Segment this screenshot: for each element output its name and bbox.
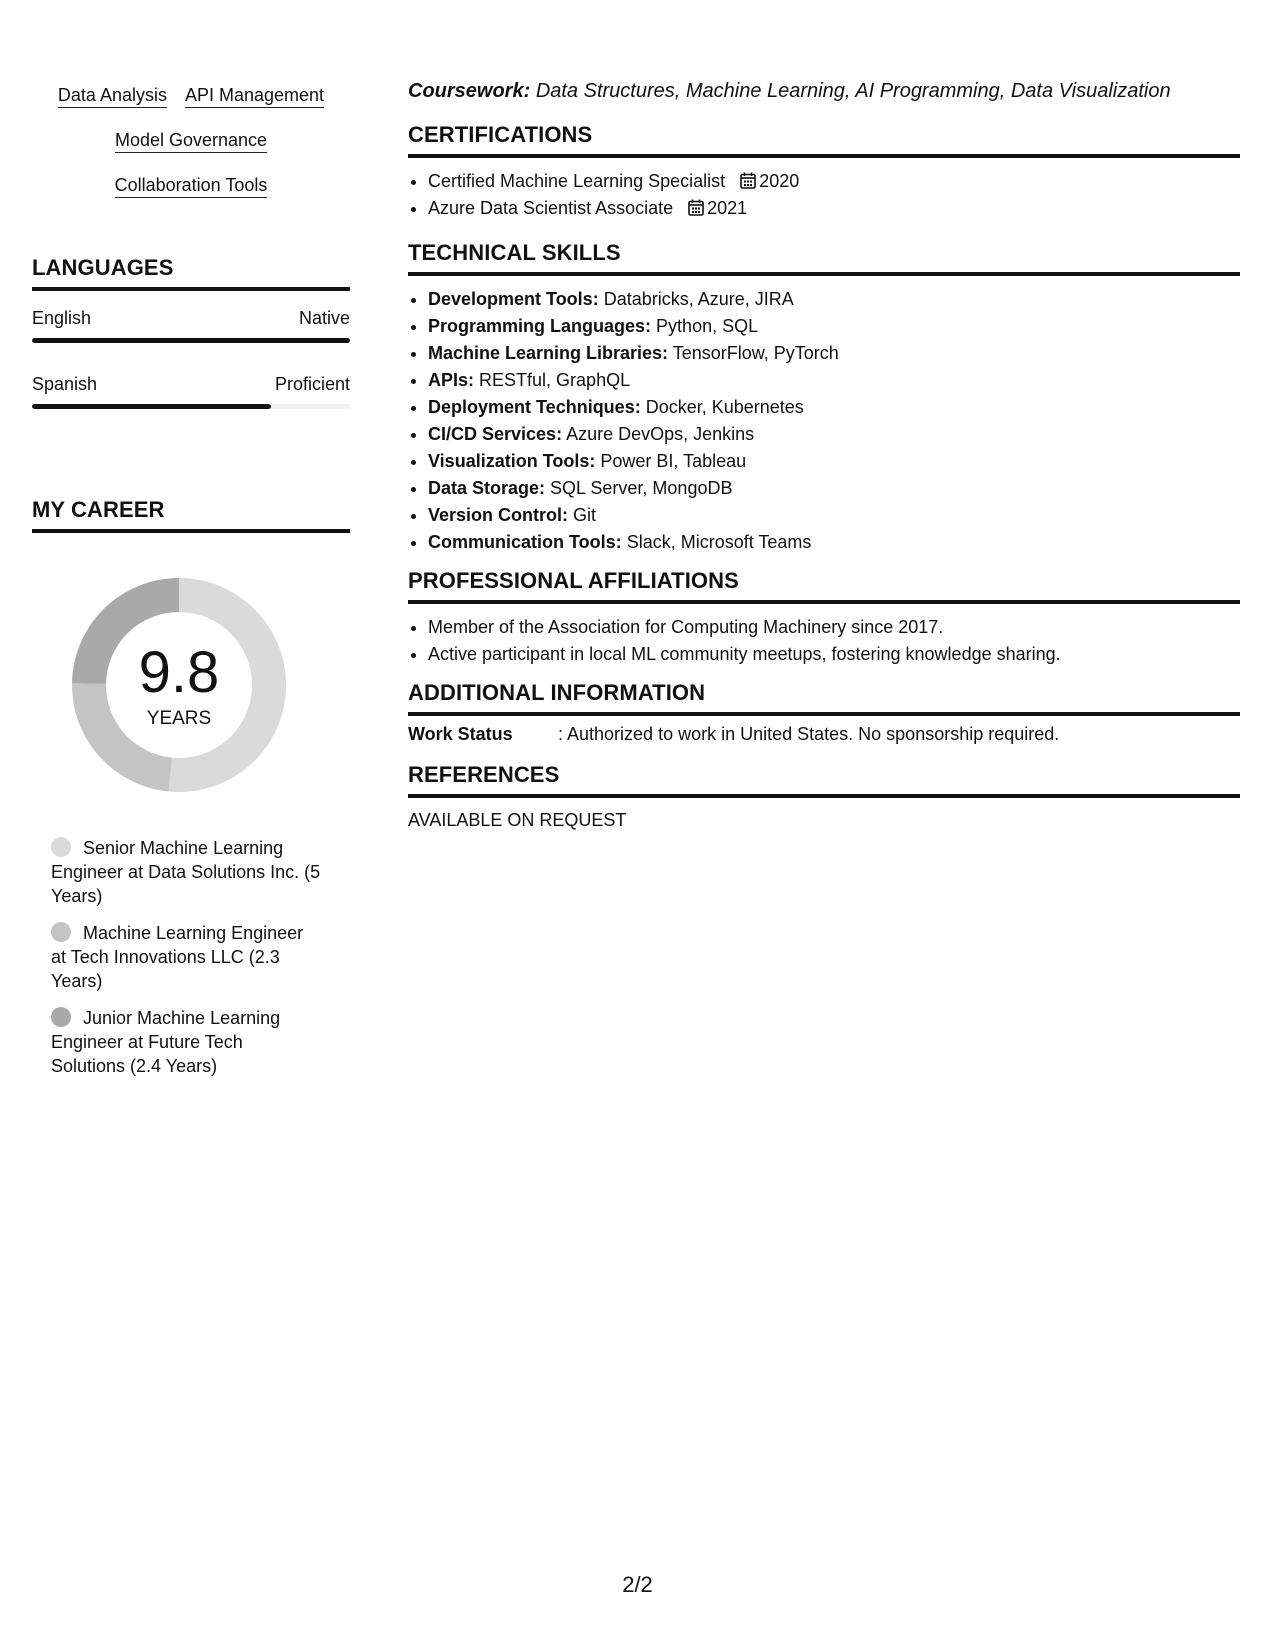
language-level: Proficient: [274, 374, 350, 394]
total-years: 9.8: [138, 640, 220, 705]
section-divider: [408, 600, 1240, 604]
career-item: [51, 836, 321, 908]
career-header: [32, 497, 350, 533]
page-number: 2/2: [622, 1572, 653, 1597]
calendar-icon: [740, 172, 756, 189]
certification-year: 2021: [707, 198, 748, 218]
skill-category: Communication Tools:: [428, 532, 622, 552]
work-status: [408, 724, 1240, 745]
skill-item: [428, 421, 1240, 448]
section-title: REFERENCES: [408, 762, 560, 787]
skill-tag: Data Analysis: [58, 86, 167, 108]
section-title: PROFESSIONAL AFFILIATIONS: [408, 568, 739, 593]
affiliations-section: [408, 568, 1240, 668]
skill-category: Development Tools:: [428, 289, 599, 309]
skill-item: [428, 502, 1240, 529]
certification-item: [428, 195, 1240, 222]
skill-category: Visualization Tools:: [428, 451, 596, 471]
section-divider: [32, 287, 350, 291]
section-divider: [32, 529, 350, 533]
calendar-icon: [688, 199, 704, 216]
section-divider: [408, 794, 1240, 798]
section-divider: [408, 272, 1240, 276]
skill-item: [428, 313, 1240, 340]
section-title: TECHNICAL SKILLS: [408, 240, 621, 265]
skill-values: Slack, Microsoft Teams: [626, 532, 812, 552]
language-item: [32, 374, 350, 409]
certification-item: [428, 168, 1240, 195]
skill-item: [428, 394, 1240, 421]
language-bar: [32, 338, 350, 343]
work-status-label: Work Status: [408, 724, 513, 744]
skill-values: Power BI, Tableau: [600, 451, 747, 471]
section-title: LANGUAGES: [32, 255, 174, 280]
skill-category: Programming Languages:: [428, 316, 652, 336]
skill-category: Version Control:: [428, 505, 569, 525]
skill-values: Git: [573, 505, 597, 525]
work-status-value: : Authorized to work in United States. No sponsorship required.: [558, 724, 1060, 744]
years-unit: YEARS: [146, 708, 212, 729]
skill-item: [428, 367, 1240, 394]
coursework-value: Data Structures, Machine Learning, AI Programming, Data Visualization: [535, 80, 1171, 102]
skill-category: Data Storage:: [428, 478, 546, 498]
career-legend: [51, 836, 321, 1091]
technical-skills-section: [408, 240, 1240, 556]
section-title: MY CAREER: [32, 497, 165, 522]
section-title: ADDITIONAL INFORMATION: [408, 680, 706, 705]
career-item: [51, 921, 321, 993]
skill-values: Docker, Kubernetes: [645, 397, 804, 417]
coursework-label: Coursework:: [408, 80, 531, 102]
certification-name: Certified Machine Learning Specialist: [428, 171, 726, 191]
skill-values: SQL Server, MongoDB: [550, 478, 733, 498]
legend-dot: [51, 837, 71, 857]
legend-dot: [51, 1007, 71, 1027]
language-bar: [32, 404, 350, 409]
references-section: [408, 762, 1240, 831]
language-bar-fill: [32, 338, 350, 343]
skill-item: [428, 286, 1240, 313]
certification-list: [408, 168, 1240, 222]
skill-tags: [32, 86, 350, 221]
skills-list: [408, 286, 1240, 556]
skill-category: APIs:: [428, 370, 475, 390]
coursework: [408, 80, 1171, 103]
skill-item: [428, 529, 1240, 556]
language-name: English: [32, 308, 92, 328]
skill-category: Machine Learning Libraries:: [428, 343, 669, 363]
skill-tag: API Management: [185, 86, 324, 108]
skill-item: [428, 340, 1240, 367]
additional-info-section: [408, 680, 1240, 745]
career-label: Senior Machine Learning Engineer at Data Solutions Inc. (5 Years): [51, 838, 321, 906]
skill-tag: Collaboration Tools: [115, 176, 268, 198]
career-donut-chart: [66, 572, 292, 798]
skill-category: CI/CD Services:: [428, 424, 563, 444]
skill-values: Databricks, Azure, JIRA: [603, 289, 794, 309]
skill-category: Deployment Techniques:: [428, 397, 641, 417]
skill-item: [428, 475, 1240, 502]
skill-values: RESTful, GraphQL: [479, 370, 631, 390]
certification-name: Azure Data Scientist Associate: [428, 198, 674, 218]
skill-values: TensorFlow, PyTorch: [672, 343, 839, 363]
affiliation-item: • Member of the Association for Computing Machinery since 2017.: [428, 614, 1240, 641]
references-text: AVAILABLE ON REQUEST: [408, 810, 627, 830]
career-item: [51, 1006, 321, 1078]
skill-values: Python, SQL: [656, 316, 759, 336]
skill-tag: Model Governance: [115, 131, 267, 153]
language-bar-fill: [32, 404, 271, 409]
donut-center: [66, 572, 292, 798]
affiliation-item: • Active participant in local ML community meetups, fostering knowledge sharing.: [428, 641, 1240, 668]
certification-year: 2020: [759, 171, 800, 191]
section-divider: [408, 154, 1240, 158]
certifications-section: [408, 122, 1240, 222]
language-level: Native: [298, 308, 350, 328]
skill-values: Azure DevOps, Jenkins: [566, 424, 755, 444]
language-item: [32, 308, 350, 343]
section-title: CERTIFICATIONS: [408, 122, 593, 147]
career-label: Junior Machine Learning Engineer at Future Tech Solutions (2.4 Years): [51, 1008, 281, 1076]
career-label: Machine Learning Engineer at Tech Innovations LLC (2.3 Years): [51, 923, 304, 991]
languages-header: [32, 255, 350, 291]
affiliations-list: [408, 614, 1240, 668]
language-name: Spanish: [32, 374, 98, 394]
legend-dot: [51, 922, 71, 942]
section-divider: [408, 712, 1240, 716]
skill-item: [428, 448, 1240, 475]
